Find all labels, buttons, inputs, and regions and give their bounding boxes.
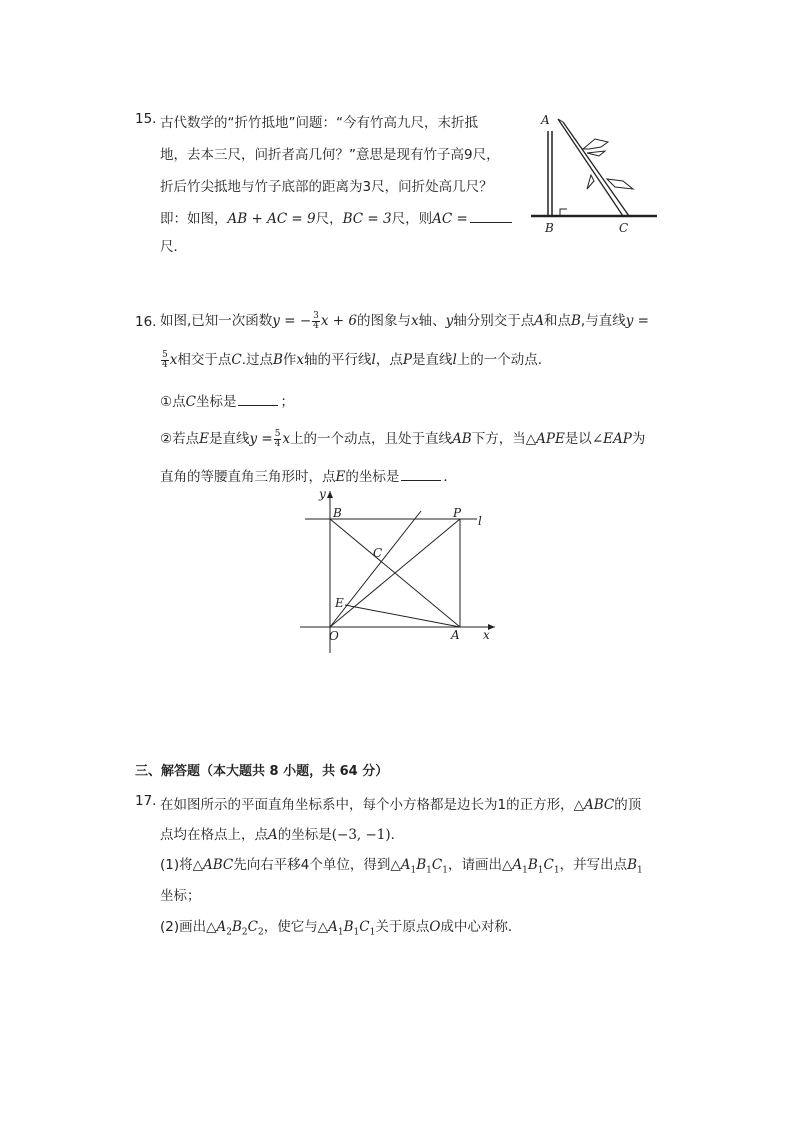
question-text-line: $\frac{5}{4}$ x相交于点C.过点B作x轴的平行线l，点P是直线l上的一个动点． (162, 349, 552, 370)
label-e: E (335, 596, 344, 610)
label-b: B (545, 221, 554, 235)
question-text-line: 尺． (160, 239, 187, 255)
answer-blank (470, 210, 512, 223)
label-p: P (453, 506, 462, 520)
sub-question-2: ②若点E是直线y = $\frac{5}{4}$ x上的一个动点，且处于直线AB下方，当△APE是以∠EAP为 (160, 428, 646, 449)
question-text-line: 在如图所示的平面直角坐标系中，每个小方格都是边长为1的正方形，△ABC的顶 (160, 797, 642, 813)
label-a: A (451, 628, 460, 642)
question-text-line: 即：如图，AB + AC = 9尺，BC = 3尺，则AC = (160, 207, 514, 227)
section-title: 三、解答题（本大题共 8 小题，共 64 分） (135, 764, 389, 779)
question-text-line: 坐标； (160, 888, 201, 904)
sub-question-1: ①点C坐标是 ； (160, 394, 294, 410)
answer-blank (401, 468, 441, 481)
bamboo-figure (525, 105, 665, 235)
question-number: 16. (135, 314, 157, 330)
question-text-line: 如图,已知一次函数y = − $\frac{3}{4}$ x + 6的图象与x轴、y轴分别交于点A和点B,与直线y = (160, 310, 649, 331)
question-text-line: 直角的等腰直角三角形时，点E的坐标是 ． (160, 469, 457, 485)
label-x: x (483, 628, 490, 642)
label-b: B (333, 506, 342, 520)
question-number: 15. (135, 111, 157, 127)
label-a: A (541, 113, 550, 127)
label-y: y (319, 487, 326, 501)
question-text-line: 折后竹尖抵地与竹子底部的距离为3尺，问折处高几尺？ (160, 179, 493, 195)
question-text-line: 点均在格点上，点A的坐标是(−3, −1)． (160, 827, 405, 843)
sub-question-1: (1)将△ABC先向右平移4个单位，得到$\triangle A_1B_1C_1$，请画出$\triangle A_1B_1C_1$，并写出点$B_1$ (160, 857, 643, 876)
sub-question-2: (2)画出$\triangle A_2B_2C_2$，使它与$\triangle A_1B_1C_1$关于原点O成中心对称． (160, 919, 522, 938)
question-text-line: 古代数学的“折竹抵地”问题：“今有竹高九尺，末折抵 (160, 115, 478, 131)
coordinate-figure (295, 485, 505, 657)
answer-blank (238, 393, 278, 406)
label-l: l (478, 514, 482, 528)
question-text-line: 地，去本三尺，问折者高几何？”意思是现有竹子高9尺， (160, 147, 500, 163)
label-c: C (373, 546, 383, 560)
label-o: O (329, 629, 339, 643)
label-c: C (619, 221, 629, 235)
question-number: 17. (135, 793, 157, 809)
